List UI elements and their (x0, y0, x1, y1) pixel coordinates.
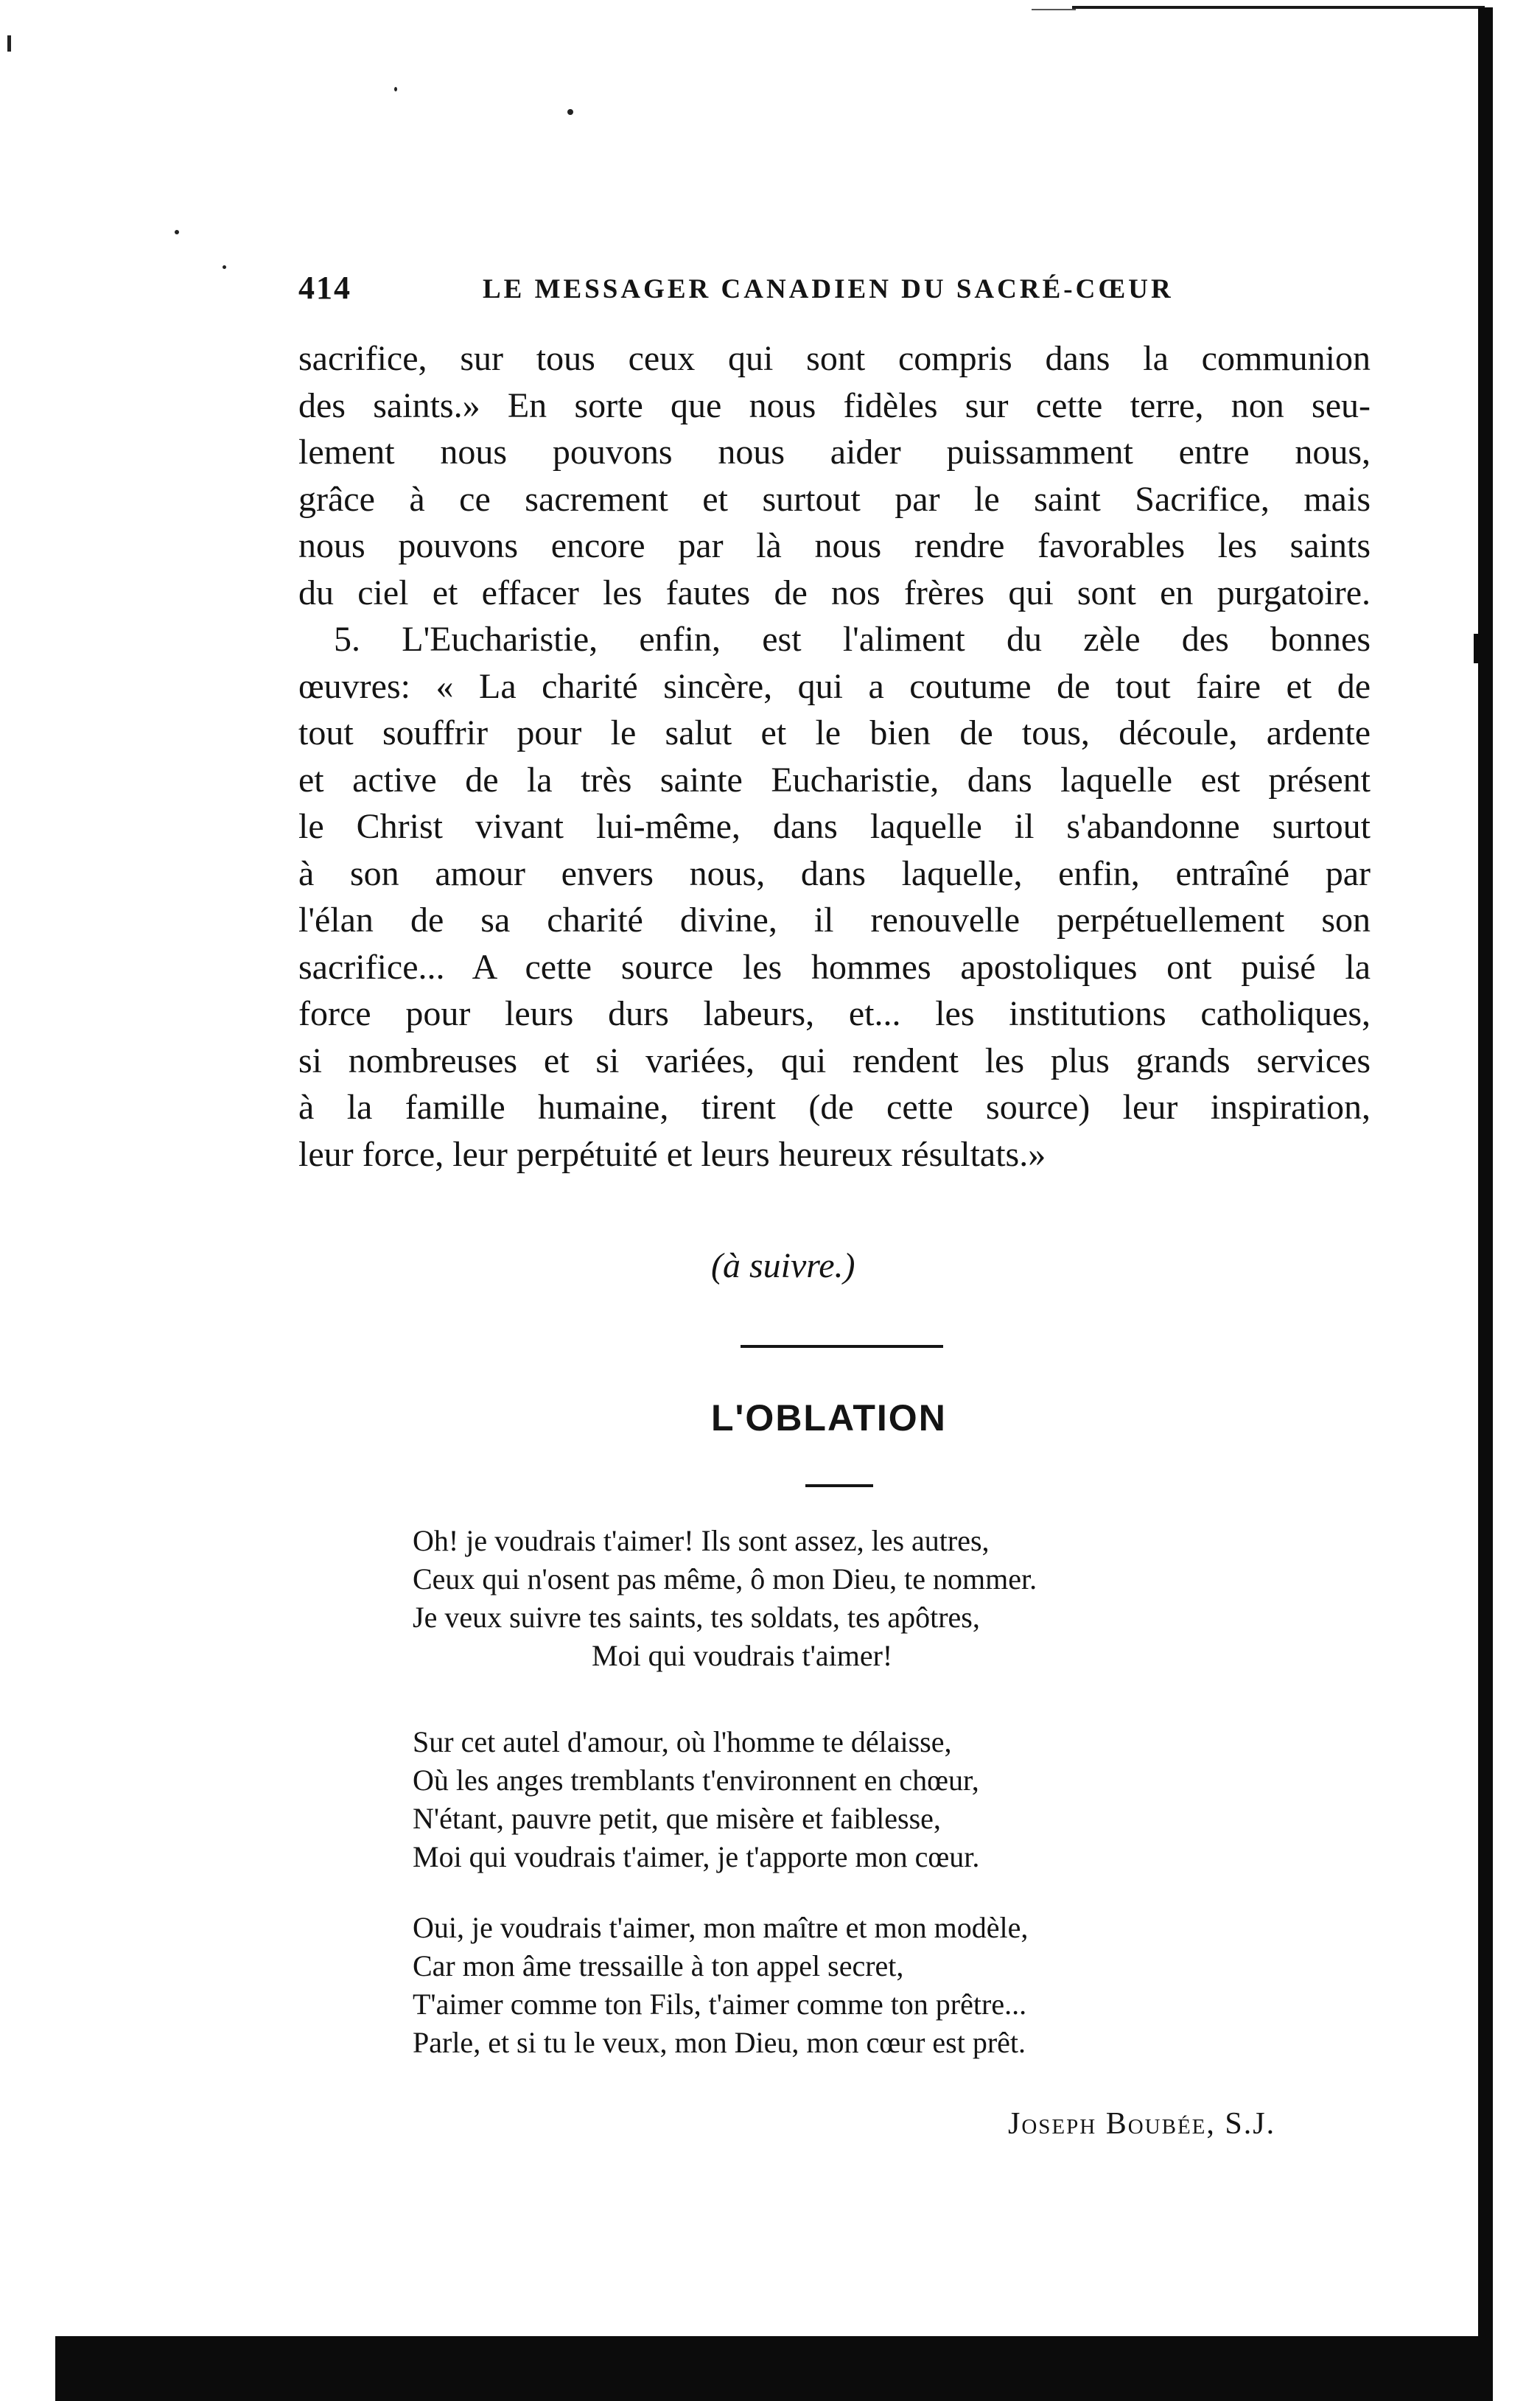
verse-line: Oh! je voudrais t'aimer! Ils sont assez, les autres, (413, 1524, 990, 1557)
scan-left-mark (7, 35, 11, 52)
text-line: œuvres: « La charité sincère, qui a coutume de tout faire et de (298, 666, 1371, 706)
text-line: des saints.» En sorte que nous fidèles sur cette terre, non seu- (298, 385, 1371, 425)
running-title: LE MESSAGER CANADIEN DU SACRÉ-CŒUR (483, 274, 1174, 304)
text-line: le Christ vivant lui-même, dans laquelle il s'abandonne surtout (298, 807, 1371, 846)
poem-stanza-3 (413, 1909, 1297, 2062)
to-be-continued: (à suivre.) (711, 1246, 855, 1285)
text-line: à la famille humaine, tirent (de cette source) leur inspiration, (298, 1088, 1371, 1127)
author-signature: Joseph Boubée, S.J. (1008, 2107, 1276, 2141)
scan-top-rule (1072, 6, 1485, 9)
verse-line: Parle, et si tu le veux, mon Dieu, mon cœur est prêt. (413, 2026, 1026, 2059)
running-header (298, 269, 1345, 313)
verse-line: Moi qui voudrais t'aimer, je t'apporte mon cœur. (413, 1840, 980, 1873)
verse-line: T'aimer comme ton Fils, t'aimer comme ton prêtre... (413, 1988, 1027, 2021)
section-divider (741, 1345, 943, 1348)
poem-stanza-1 (413, 1522, 1297, 1675)
text-line: grâce à ce sacrement et surtout par le saint Sacrifice, mais (298, 479, 1371, 519)
verse-line: Je veux suivre tes saints, tes soldats, tes apôtres, (413, 1601, 980, 1634)
verse-line: Ceux qui n'osent pas même, ô mon Dieu, te nommer. (413, 1562, 1037, 1596)
body-text (298, 335, 1371, 1178)
scan-speck (567, 109, 573, 115)
text-line: du ciel et effacer les fautes de nos frères qui sont en purgatoire. (298, 573, 1371, 612)
text-line: sacrifice, sur tous ceux qui sont compris dans la communion (298, 339, 1371, 378)
text-line: nous pouvons encore par là nous rendre favorables les saints (298, 526, 1371, 565)
text-line: 5. L'Eucharistie, enfin, est l'aliment du zèle des bonnes (334, 620, 1371, 659)
text-line: à son amour envers nous, dans laquelle, enfin, entraîné par (298, 853, 1371, 893)
text-line: si nombreuses et si variées, qui rendent les plus grands services (298, 1041, 1371, 1080)
verse-line: Sur cet autel d'amour, où l'homme te délaisse, (413, 1725, 952, 1758)
text-line: l'élan de sa charité divine, il renouvelle perpétuellement son (298, 901, 1371, 940)
scan-speck (394, 87, 397, 91)
text-line: lement nous pouvons nous aider puissamment entre nous, (298, 433, 1371, 472)
page-number: 414 (298, 270, 351, 306)
scan-right-edge-notch (1474, 634, 1480, 663)
scan-right-edge (1478, 7, 1493, 2336)
section-title: L'OBLATION (711, 1397, 947, 1439)
scan-speck (175, 230, 179, 234)
verse-line: Moi qui voudrais t'aimer! (592, 1639, 893, 1672)
text-line: et active de la très sainte Eucharistie, dans laquelle est présent (298, 760, 1371, 800)
verse-line: N'étant, pauvre petit, que misère et faiblesse, (413, 1802, 941, 1835)
poem-stanza-2 (413, 1723, 1297, 1876)
verse-line: Où les anges tremblants t'environnent en chœur, (413, 1764, 979, 1797)
verse-line: Oui, je voudrais t'aimer, mon maître et mon modèle, (413, 1911, 1029, 1944)
scan-edge-mark (1032, 9, 1076, 10)
text-line: leur force, leur perpétuité et leurs heureux résultats.» (298, 1134, 1046, 1174)
text-line: sacrifice... A cette source les hommes apostoliques ont puisé la (298, 947, 1371, 987)
text-line: tout souffrir pour le salut et le bien de tous, découle, ardente (298, 713, 1371, 752)
scan-speck (223, 265, 226, 269)
scan-bottom-bar (55, 2336, 1493, 2401)
text-line: force pour leurs durs labeurs, et... les institutions catholiques, (298, 994, 1371, 1033)
verse-line: Car mon âme tressaille à ton appel secret, (413, 1949, 904, 1982)
title-divider (805, 1484, 873, 1487)
